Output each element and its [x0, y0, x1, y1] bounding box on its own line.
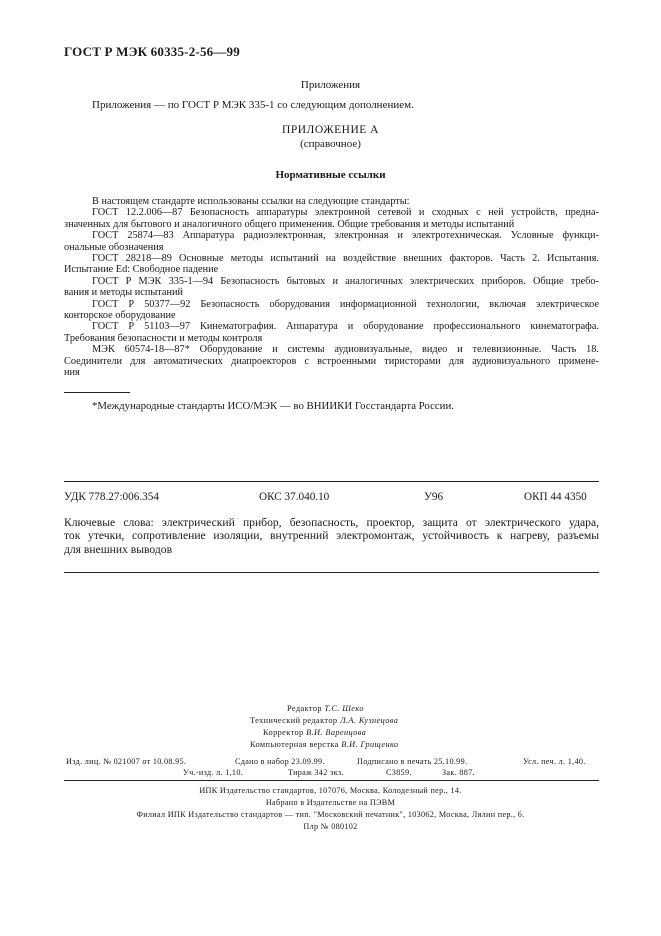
imprint-plr: Плр № 080102 — [303, 822, 358, 831]
normative-references — [64, 196, 599, 379]
imprint-circulation: Тираж 342 экз. — [288, 768, 344, 777]
credit-editor: Редактор Т.С. Шеко — [287, 704, 364, 713]
reference-line: Требования безопасности и методы контроля — [64, 332, 263, 344]
keywords — [64, 516, 599, 556]
reference-line: ГОСТ 25874—83 Аппаратура радиоэлектронная, электронная и электротехническая. Условные функци- — [92, 230, 599, 242]
credit-tech-editor: Технический редактор Л.А. Кузнецова — [250, 716, 399, 725]
imprint-pub-sheets: Уч.-изд. л. 1,10. — [183, 768, 244, 777]
divider — [64, 481, 599, 482]
reference-line: значенных для бытового и аналогичного общего применения. Общие требования и методы испытаний — [64, 218, 515, 230]
imprint-typeset: Набрано в Издательстве на ПЭВМ — [265, 798, 396, 807]
annex-intro: Приложения — по ГОСТ Р МЭК 335-1 со следующим дополнением. — [92, 99, 414, 111]
imprint-license: Изд. лиц. № 021007 от 10.08.95. — [66, 757, 187, 766]
group-code: У96 — [424, 491, 444, 503]
section-title: Нормативные ссылки — [275, 169, 386, 181]
udk-code: УДК 778.27:006.354 — [64, 491, 159, 503]
keywords-line: для внешних выводов — [64, 542, 173, 556]
reference-line: вания и методы испытаний — [64, 287, 183, 299]
imprint-code: С3859. — [386, 768, 412, 777]
annex-title: Приложения — [300, 79, 361, 91]
divider — [64, 572, 599, 573]
reference-line: ГОСТ 28218—89 Основные методы испытаний на воздействие внешних факторов. Часть 2. Испытания. — [92, 253, 599, 265]
appendix-title: ПРИЛОЖЕНИЕ А — [282, 124, 379, 136]
keywords-line: Ключевые слова: электрический прибор, безопасность, проектор, защита от электрического удара, — [64, 516, 599, 529]
reference-line: конторское оборудование — [64, 310, 176, 322]
divider — [64, 780, 599, 781]
imprint-order: Зак. 887. — [442, 768, 475, 777]
credit-proofreader: Корректор В.И. Варенцова — [263, 728, 367, 737]
imprint-branch: Филиал ИПК Издательство стандартов — тип. "Московский печатник", 103062, Москва, Лялин пер., 6. — [136, 810, 525, 819]
references-intro: В настоящем стандарте использованы ссылки на следующие стандарты: — [92, 196, 410, 207]
reference-line: ГОСТ Р МЭК 335-1—94 Безопасность бытовых и аналогичных электрических приборов. Общие требо- — [92, 275, 599, 287]
imprint-set-date: Сдано в набор 23.09.99. — [235, 757, 325, 766]
reference-line: Соединители для автоматических диапроекторов с встроенными тиристорами для аудиовизуального примене- — [64, 355, 599, 367]
keywords-line: ток утечки, сопротивление изоляции, внутренний электромонтаж, устойчивость к нагреву, разъемы — [64, 529, 599, 543]
footnote: *Международные стандарты ИСО/МЭК — во ВНИИКИ Госстандарта России. — [92, 400, 454, 412]
reference-line: ГОСТ Р 50377—92 Безопасность оборудования информационной технологии, включая электрическое — [92, 298, 599, 310]
credit-layout: Компьютерная верстка В.И. Грищенко — [250, 740, 399, 749]
okp-code: ОКП 44 4350 — [524, 491, 587, 503]
footnote-divider — [64, 392, 130, 393]
reference-line: ГОСТ 12.2.006—87 Безопасность аппаратуры электронной сетевой и сходных с ней устройств, предна- — [92, 207, 599, 219]
appendix-subtitle: (справочное) — [300, 138, 361, 150]
oks-code: ОКС 37.040.10 — [259, 491, 330, 503]
document-header: ГОСТ Р МЭК 60335-2-56—99 — [64, 44, 240, 59]
reference-line: МЭК 60574-18—87* Оборудование и системы аудиовизуальные, видео и телевизионные. Часть 18. — [92, 344, 599, 356]
reference-line: ональные обозначения — [64, 241, 164, 253]
imprint-print-date: Подписано в печать 25.10.99. — [357, 757, 468, 766]
reference-line: ния — [64, 367, 80, 379]
reference-line: Испытание Ed: Свободное падение — [64, 264, 219, 276]
imprint-print-sheets: Усл. печ. л. 1,40. — [523, 757, 586, 766]
reference-line: ГОСТ Р 51103—97 Кинематография. Аппаратура и оборудование профессионального кинематографа. — [92, 321, 599, 333]
imprint-publisher: ИПК Издательство стандартов, 107076, Москва, Колодезный пер., 14. — [199, 786, 462, 795]
